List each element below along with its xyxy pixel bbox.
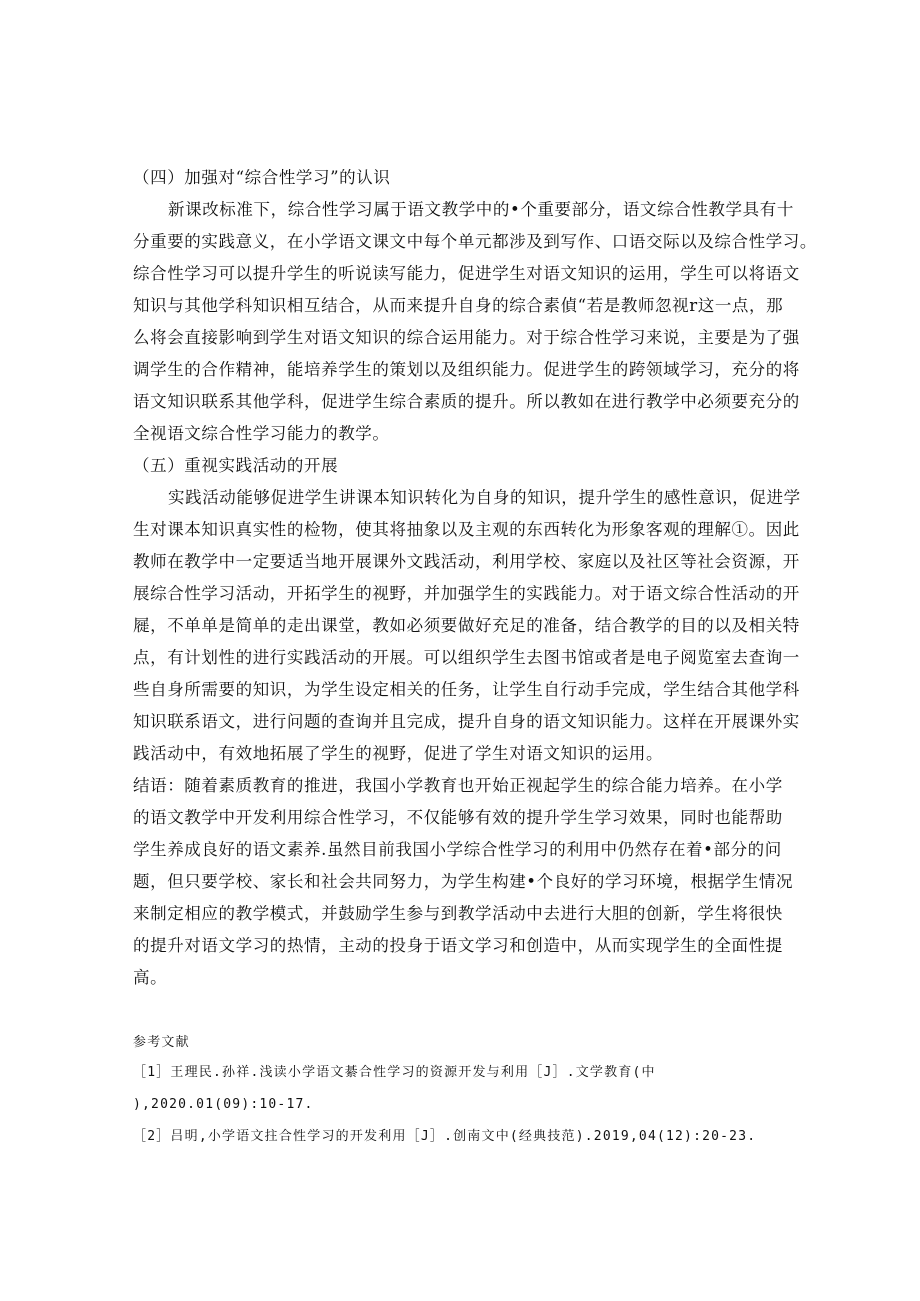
conclusion-line: 的语文教学中开发利用综合性学习，不仅能够有效的提升学生学习效果，同时也能帮助 — [133, 808, 783, 827]
paragraph-line: 综合性学习可以提升学生的听说读写能力，促进学生对语文知识的运用，学生可以将语文 — [133, 264, 800, 283]
paragraph-line: 知识联系语文，进行问题的查询并且完成，提升自身的语文知识能力。这样在开展课外实 — [133, 712, 800, 731]
paragraph-line: 实践活动能够促进学生讲课本知识转化为自身的知识，提升学生的感性意识，促进学 — [168, 488, 801, 507]
section-4-heading: （四）加强对“综合性学习”的认识 — [133, 168, 391, 187]
conclusion-line: 题，但只要学校、家长和社会共同努力，为学生构建•个良好的学习环境，根据学生情况 — [133, 872, 794, 891]
paragraph-line: 屣，不单单是简单的走出课堂，教如必须要做好充足的准备，结合教学的目的以及相关特 — [133, 616, 800, 635]
paragraph-line: 点，有计划性的进行实践活动的开展。可以组织学生去图书馆或者是电子阅览室去查询一 — [133, 648, 800, 667]
conclusion-line: 学生养成良好的语文素养.虽然目前我国小学综合性学习的利用中仍然存在着•部分的问 — [133, 840, 782, 859]
paragraph-line: 展综合性学习活动，开拓学生的视野，并加强学生的实践能力。对于语文综合性活动的开 — [133, 584, 800, 603]
paragraph-line: 知识与其他学科知识相互结合，从而来提升自身的综合素偵“若是教师忽视r这一点，那 — [133, 296, 784, 315]
reference-item: ［2］吕明,小学语文拄合性学习的开发利用［J］.创南文中(经典技范).2019,04(12):20-23. — [133, 1129, 757, 1144]
paragraph-line: 么将会直接影响到学生对语文知识的综合运用能力。对于综合性学习来说，主要是为了强 — [133, 328, 800, 347]
reference-item: ［1］王理民.孙祥.浅读小学语文綦合性学习的资源开发与利用［J］.文学教育(中 — [133, 1065, 656, 1080]
reference-item-continuation: ),2020.01(09):10-17. — [133, 1097, 314, 1112]
conclusion-line: 来制定相应的教学模式，并鼓励学生参与到教学活动中去进行大胆的创新，学生将很快 — [133, 904, 783, 923]
paragraph-line: 些自身所需要的知识，为学生设定相关的任务，让学生自行动手完成，学生结合其他学科 — [133, 680, 800, 699]
references-title: 参考文献 — [133, 1035, 190, 1050]
paragraph-line: 语文知识联系其他学科，促进学生综合素质的提升。所以教如在进行教学中必须要充分的 — [133, 392, 800, 411]
conclusion-line: 结语：随着素质教育的推进，我国小学教育也开始正视起学生的综合能力培养。在小学 — [133, 776, 783, 795]
conclusion-line: 高。 — [133, 968, 168, 987]
conclusion-line: 的提升对语文学习的热情，主动的投身于语文学习和创造中，从而实现学生的全面性提 — [133, 936, 783, 955]
section-5-heading: （五）重视实践活动的开展 — [133, 456, 339, 475]
paragraph-line: 分重要的实践意义，在小学语文课文中每个单元都涉及到写作、口语交际以及综合性学习。 — [133, 232, 817, 251]
paragraph-line: 生对课本知识真实性的检物，使其将抽象以及主观的东西转化为形象客观的理解①。因此 — [133, 520, 800, 539]
paragraph-line: 全视语文综合性学习能力的教学。 — [133, 424, 390, 443]
paragraph-line: 调学生的合作精神，能培养学生的策划以及组织能力。促进学生的跨领域学习，充分的将 — [133, 360, 800, 379]
paragraph-line: 教师在教学中一定要适当地开展课外文践活动，利用学校、家庭以及社区等社会资源，开 — [133, 552, 800, 571]
paragraph-line: 新课改标准下，综合性学习属于语文教学中的•个重要部分，语文综合性教学具有十 — [168, 200, 794, 219]
paragraph-line: 践活动中，有效地拓展了学生的视野，促进了学生对语文知识的运用。 — [133, 744, 664, 763]
